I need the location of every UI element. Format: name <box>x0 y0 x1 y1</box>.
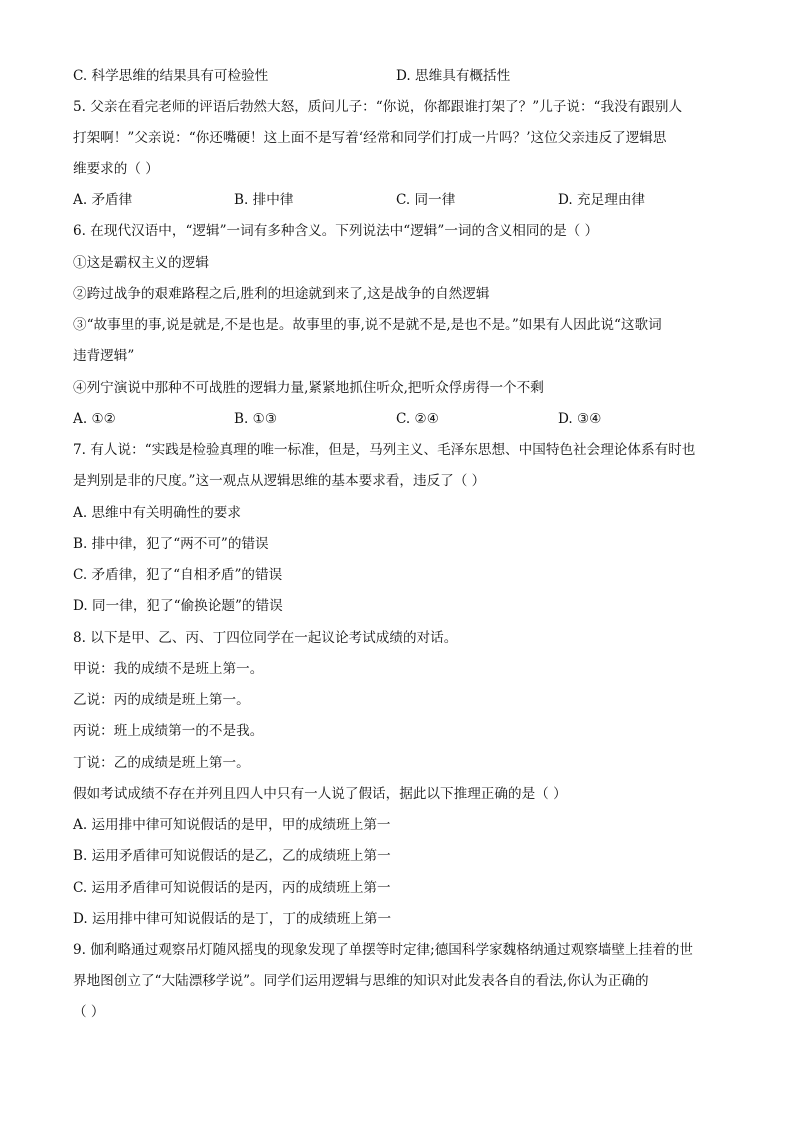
q5-option-a: A. 矛盾律 <box>73 192 133 208</box>
q6-option-a: A. ①② <box>73 411 116 427</box>
q5-stem-line2: 打架啊！”父亲说：“你还嘴硬！这上面不是写着‘经常和同学们打成一片吗？’这位父亲违反了逻辑思 <box>73 130 667 146</box>
q6-statement-2: ②跨过战争的艰难路程之后,胜利的坦途就到来了,这是战争的自然逻辑 <box>73 286 490 302</box>
q8-yi: 乙说：丙的成绩是班上第一。 <box>73 692 250 708</box>
q7-stem-line1: 7. 有人说：“实践是检验真理的唯一标准，但是，马列主义、毛泽东思想、中国特色社会理论体系有时也 <box>73 442 696 458</box>
q7-stem-line2: 是判别是非的尺度。”这一观点从逻辑思维的基本要求看，违反了（ ） <box>73 473 486 489</box>
q9-stem-line3: （ ） <box>73 1004 105 1020</box>
q4-option-c: C. 科学思维的结果具有可检验性 <box>73 68 269 84</box>
q6-option-d: D. ③④ <box>558 411 602 427</box>
q8-ding: 丁说：乙的成绩是班上第一。 <box>73 755 250 771</box>
q9-stem-line2: 界地图创立了“大陆漂移学说”。同学们运用逻辑与思维的知识对此发表各自的看法,你认为正确的 <box>73 973 649 989</box>
q6-statement-1: ①这是霸权主义的逻辑 <box>73 255 209 271</box>
q9-stem-line1: 9. 伽利略通过观察吊灯随风摇曳的现象发现了单摆等时定律;德国科学家魏格纳通过观察墙壁上挂着的世 <box>73 942 693 958</box>
q7-option-d: D. 同一律，犯了“偷换论题”的错误 <box>73 598 283 614</box>
q7-option-c: C. 矛盾律，犯了“自相矛盾”的错误 <box>73 567 283 583</box>
q6-option-b: B. ①③ <box>234 411 278 427</box>
q5-option-b: B. 排中律 <box>234 192 294 208</box>
q8-option-c: C. 运用矛盾律可知说假话的是丙，丙的成绩班上第一 <box>73 880 391 896</box>
q8-option-a: A. 运用排中律可知说假话的是甲，甲的成绩班上第一 <box>73 817 391 833</box>
q5-option-d: D. 充足理由律 <box>558 192 646 208</box>
q6-statement-3b: 违背逻辑” <box>73 348 135 364</box>
q8-stem: 8. 以下是甲、乙、丙、丁四位同学在一起议论考试成绩的对话。 <box>73 630 458 646</box>
q8-question: 假如考试成绩不存在并列且四人中只有一人说了假话，据此以下推理正确的是（ ） <box>73 786 567 802</box>
q7-option-b: B. 排中律，犯了“两不可”的错误 <box>73 536 269 552</box>
q7-option-a: A. 思维中有关明确性的要求 <box>73 505 241 521</box>
q5-stem-line3: 维要求的（ ） <box>73 161 159 177</box>
q8-jia: 甲说：我的成绩不是班上第一。 <box>73 661 264 677</box>
q8-option-d: D. 运用排中律可知说假话的是丁，丁的成绩班上第一 <box>73 911 392 927</box>
q8-option-b: B. 运用矛盾律可知说假话的是乙，乙的成绩班上第一 <box>73 848 391 864</box>
q8-bing: 丙说：班上成绩第一的不是我。 <box>73 723 264 739</box>
q6-stem: 6. 在现代汉语中，“逻辑”一词有多种含义。下列说法中“逻辑”一词的含义相同的是（ ） <box>73 223 599 239</box>
q6-statement-4: ④列宁演说中那种不可战胜的逻辑力量,紧紧地抓住听众,把听众俘虏得一个不剩 <box>73 380 544 396</box>
q6-statement-3a: ③“故事里的事,说是就是,不是也是。故事里的事,说不是就不是,是也不是。”如果有人因此说“这歌词 <box>73 317 662 333</box>
q4-option-d: D. 思维具有概括性 <box>396 68 511 84</box>
q5-stem-line1: 5. 父亲在看完老师的评语后勃然大怒，质问儿子：“你说，你都跟谁打架了？”儿子说：“我没有跟别人 <box>73 99 683 115</box>
q5-option-c: C. 同一律 <box>396 192 456 208</box>
q6-option-c: C. ②④ <box>396 411 439 427</box>
